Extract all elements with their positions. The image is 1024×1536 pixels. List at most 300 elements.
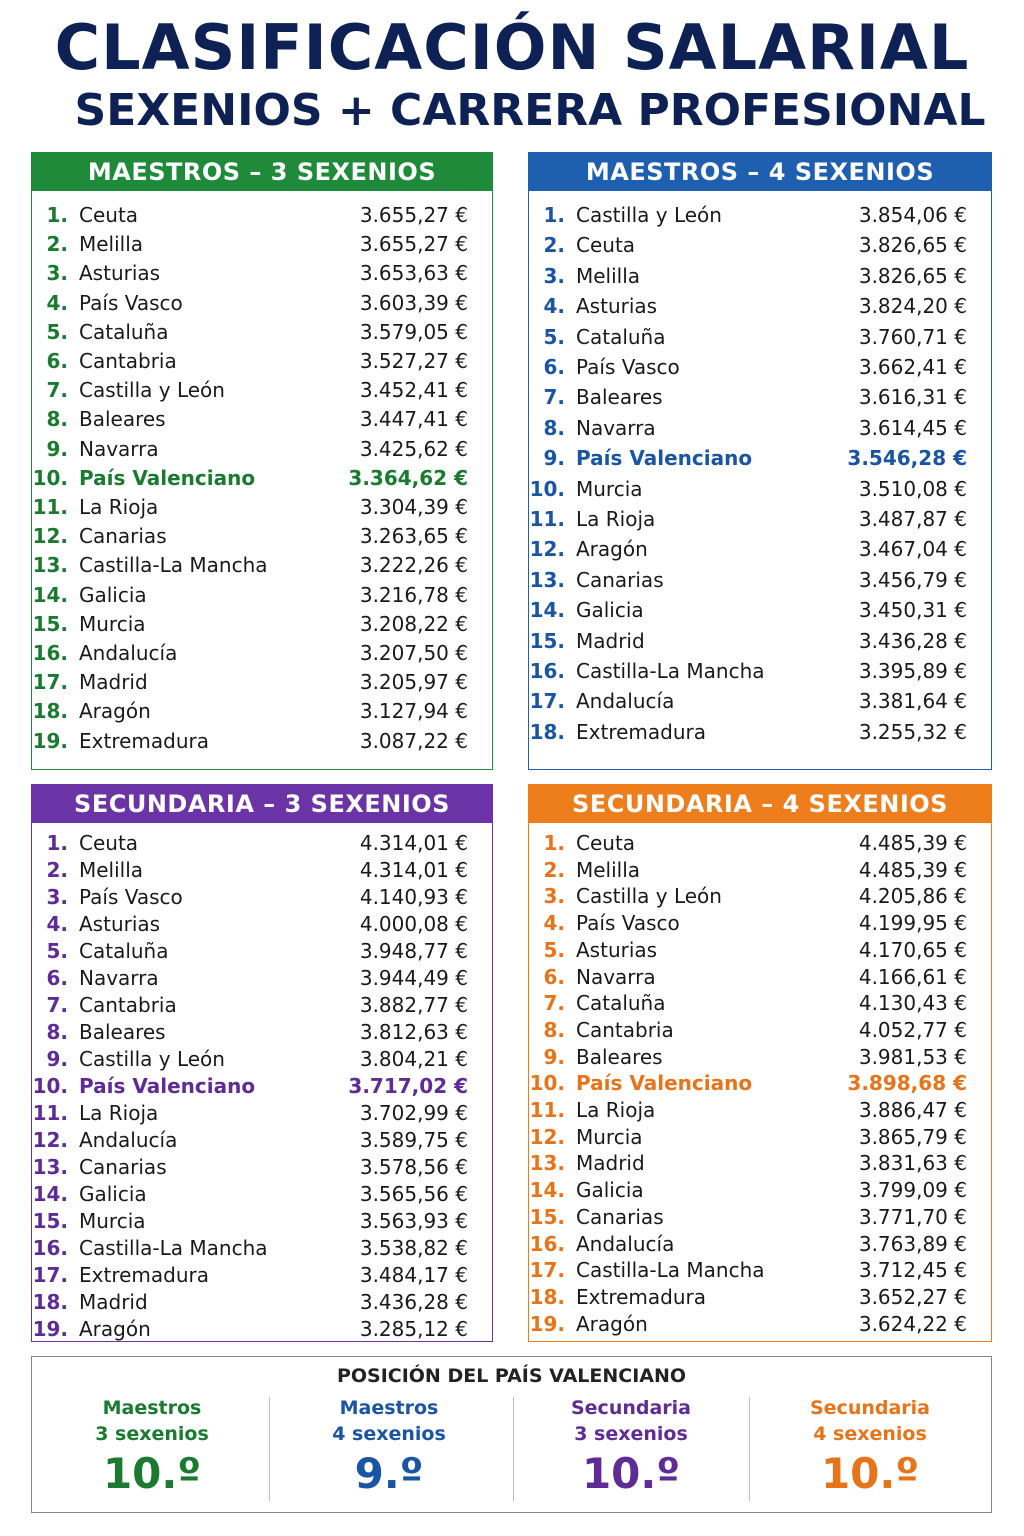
region-name: Canarias <box>576 1204 664 1229</box>
salary-value: 3.207,50 € <box>359 641 468 665</box>
rank-number: 5. <box>46 939 68 963</box>
region-name: Asturias <box>79 912 161 936</box>
region-name: Cataluña <box>576 991 666 1016</box>
rank-number: 9. <box>543 1044 565 1069</box>
rank-number: 15. <box>529 1204 565 1229</box>
rank-number: 14. <box>32 582 68 607</box>
salary-value: 3.364,62 € <box>348 465 468 490</box>
ranking-row <box>32 639 492 667</box>
region-name: Galicia <box>79 582 147 607</box>
region-name: Ceuta <box>79 203 139 227</box>
ranking-row <box>32 668 492 696</box>
salary-value: 3.436,28 € <box>858 628 967 653</box>
ranking-row <box>529 909 991 937</box>
ranking-row <box>32 1180 492 1208</box>
ranking-row <box>529 475 991 503</box>
panel-secundaria-3-sexenios <box>31 784 493 1342</box>
region-name: Andalucía <box>576 1231 675 1256</box>
rank-number: 11. <box>32 495 68 519</box>
summary-position: 10.º <box>581 1449 681 1498</box>
ranking-row <box>529 936 991 964</box>
rank-number: 19. <box>529 1311 565 1336</box>
region-name: Cantabria <box>576 1017 674 1042</box>
region-name: Ceuta <box>79 831 139 855</box>
ranking-row <box>529 566 991 594</box>
ranking-row <box>529 1149 991 1177</box>
ranking-row <box>529 231 991 259</box>
summary-label: Maestros <box>102 1397 202 1419</box>
rank-number: 3. <box>46 885 68 909</box>
region-name: Galicia <box>576 598 644 623</box>
region-name: Murcia <box>576 1124 643 1149</box>
region-name: La Rioja <box>79 1101 159 1125</box>
rank-number: 14. <box>529 1178 565 1203</box>
region-name: Asturias <box>576 294 658 319</box>
rank-number: 18. <box>32 699 68 724</box>
region-name: Melilla <box>79 858 144 882</box>
salary-value: 3.603,39 € <box>359 290 468 315</box>
salary-value: 3.712,45 € <box>858 1258 967 1283</box>
rank-number: 2. <box>46 232 68 257</box>
rank-number: 6. <box>543 355 565 379</box>
region-name: Castilla y León <box>576 203 722 227</box>
salary-value: 3.624,22 € <box>858 1311 967 1336</box>
region-name: Canarias <box>576 567 664 592</box>
salary-value: 3.565,56 € <box>359 1182 468 1206</box>
rank-number: 9. <box>46 436 68 461</box>
ranking-row <box>529 1123 991 1151</box>
rank-number: 6. <box>543 964 565 989</box>
salary-value: 3.865,79 € <box>858 1124 967 1149</box>
ranking-row <box>529 292 991 320</box>
ranking-row <box>529 262 991 290</box>
rank-number: 9. <box>46 1047 68 1071</box>
summary-column-maestros-4 <box>269 1395 509 1501</box>
ranking-row <box>529 1256 991 1284</box>
ranking-row <box>32 829 492 857</box>
summary-sublabel: 3 sexenios <box>574 1423 688 1445</box>
ranking-row <box>32 910 492 938</box>
rank-number: 13. <box>32 1155 68 1179</box>
ranking-row <box>529 596 991 624</box>
salary-value: 3.652,27 € <box>858 1284 967 1309</box>
panel-secundaria-4-sexenios <box>528 784 992 1342</box>
salary-value: 3.717,02 € <box>348 1074 468 1098</box>
rank-number: 6. <box>46 966 68 990</box>
rank-number: 16. <box>32 641 68 665</box>
salary-value: 4.205,86 € <box>858 884 967 909</box>
region-name: Andalucía <box>79 641 178 665</box>
ranking-row <box>32 259 492 287</box>
salary-value: 3.452,41 € <box>359 378 468 403</box>
salary-value: 3.285,12 € <box>359 1317 468 1341</box>
rank-number: 7. <box>46 993 68 1017</box>
ranking-row <box>32 937 492 965</box>
rank-number: 15. <box>32 1209 68 1233</box>
rank-number: 1. <box>543 203 565 227</box>
rank-number: 4. <box>46 912 68 936</box>
rank-number: 5. <box>543 937 565 962</box>
salary-value: 3.304,39 € <box>359 495 468 519</box>
region-name: Cataluña <box>576 324 666 349</box>
region-name: Baleares <box>79 1020 166 1044</box>
salary-value: 3.510,08 € <box>858 476 967 501</box>
ranking-row <box>32 1207 492 1235</box>
region-name: Castilla-La Mancha <box>79 553 268 578</box>
rank-number: 13. <box>529 567 565 592</box>
salary-value: 3.127,94 € <box>359 699 468 724</box>
region-name: La Rioja <box>576 1098 656 1122</box>
salary-value: 3.614,45 € <box>858 415 967 440</box>
page-subtitle: SEXENIOS + CARRERA PROFESIONAL <box>74 85 986 136</box>
rank-number: 4. <box>46 290 68 315</box>
region-name: Aragón <box>79 699 151 724</box>
region-name: Aragón <box>79 1317 151 1341</box>
ranking-row <box>529 535 991 563</box>
rank-number: 16. <box>529 659 565 683</box>
panel-heading: MAESTROS – 4 SEXENIOS <box>529 153 991 191</box>
summary-label: Secundaria <box>570 1397 691 1419</box>
salary-value: 3.563,93 € <box>359 1209 468 1233</box>
ranking-row <box>529 687 991 715</box>
salary-value: 3.447,41 € <box>359 407 468 432</box>
rank-number: 1. <box>46 831 68 855</box>
summary-box <box>31 1356 992 1513</box>
ranking-row <box>32 1261 492 1289</box>
salary-value: 3.826,65 € <box>858 263 967 288</box>
salary-value: 4.199,95 € <box>858 911 967 936</box>
ranking-row <box>529 383 991 411</box>
rank-number: 1. <box>46 203 68 227</box>
salary-value: 4.130,43 € <box>858 991 967 1016</box>
salary-value: 3.546,28 € <box>847 446 967 471</box>
ranking-row <box>32 1018 492 1046</box>
region-name: Galicia <box>576 1178 644 1203</box>
panel-heading: SECUNDARIA – 3 SEXENIOS <box>32 785 492 823</box>
region-name: Castilla y León <box>79 1047 225 1071</box>
ranking-row <box>32 883 492 911</box>
rank-number: 17. <box>529 689 565 714</box>
summary-title: POSICIÓN DEL PAÍS VALENCIANO <box>336 1365 687 1387</box>
region-name: Cantabria <box>79 349 177 373</box>
ranking-row <box>529 1230 991 1258</box>
salary-value: 3.395,89 € <box>858 659 967 683</box>
ranking-row <box>529 444 991 472</box>
ranking-row <box>529 1176 991 1204</box>
rank-number: 8. <box>543 415 565 440</box>
salary-value: 3.425,62 € <box>359 436 468 461</box>
rank-number: 2. <box>543 233 565 258</box>
salary-value: 3.662,41 € <box>858 355 967 379</box>
panel-heading: SECUNDARIA – 4 SEXENIOS <box>529 785 991 823</box>
ranking-row <box>32 435 492 463</box>
region-name: Melilla <box>79 232 144 257</box>
salary-value: 4.314,01 € <box>359 831 468 855</box>
salary-value: 3.655,27 € <box>359 232 468 257</box>
region-name: La Rioja <box>576 507 656 531</box>
ranking-row <box>32 581 492 609</box>
rank-number: 5. <box>46 319 68 344</box>
rank-number: 13. <box>32 553 68 578</box>
rank-number: 8. <box>46 407 68 432</box>
rank-number: 9. <box>543 446 565 471</box>
ranking-row <box>32 464 492 492</box>
ranking-row <box>32 493 492 521</box>
summary-label: Secundaria <box>809 1397 930 1419</box>
salary-value: 3.222,26 € <box>359 553 468 578</box>
region-name: Extremadura <box>576 719 706 744</box>
rank-number: 12. <box>32 1128 68 1152</box>
ranking-row <box>32 991 492 1019</box>
salary-value: 3.981,53 € <box>858 1044 967 1069</box>
ranking-row <box>32 318 492 346</box>
region-name: País Valenciano <box>79 1074 256 1098</box>
region-name: Navarra <box>79 966 159 990</box>
rank-number: 14. <box>529 598 565 623</box>
summary-position: 10.º <box>102 1449 202 1498</box>
salary-value: 3.831,63 € <box>858 1151 967 1176</box>
rank-number: 17. <box>529 1258 565 1283</box>
ranking-row <box>529 856 991 884</box>
salary-value: 3.804,21 € <box>359 1047 468 1071</box>
rank-number: 3. <box>543 884 565 909</box>
salary-value: 3.205,97 € <box>359 670 468 695</box>
summary-column-maestros-3 <box>32 1395 272 1501</box>
salary-value: 3.655,27 € <box>359 203 468 227</box>
salary-value: 3.538,82 € <box>359 1236 468 1260</box>
salary-value: 3.944,49 € <box>359 966 468 990</box>
salary-value: 4.140,93 € <box>359 885 468 909</box>
summary-column-secundaria-3 <box>511 1395 751 1501</box>
ranking-row <box>32 1045 492 1073</box>
region-name: Baleares <box>576 1044 663 1069</box>
salary-value: 3.854,06 € <box>858 203 967 227</box>
region-name: Melilla <box>576 263 641 288</box>
region-name: Extremadura <box>79 1263 209 1287</box>
region-name: País Vasco <box>576 911 680 936</box>
ranking-row <box>529 323 991 351</box>
region-name: Ceuta <box>576 831 636 855</box>
ranking-row <box>529 414 991 442</box>
region-name: Melilla <box>576 857 641 882</box>
panel-heading: MAESTROS – 3 SEXENIOS <box>32 153 492 191</box>
rank-number: 18. <box>32 1290 68 1314</box>
region-name: País Valenciano <box>576 446 753 471</box>
rank-number: 12. <box>529 537 565 562</box>
rank-number: 11. <box>529 507 565 531</box>
region-name: Castilla-La Mancha <box>576 659 765 683</box>
salary-value: 3.763,89 € <box>858 1231 967 1256</box>
salary-value: 3.886,47 € <box>858 1098 967 1122</box>
panel-maestros-3-sexenios <box>31 152 493 770</box>
region-name: País Valenciano <box>79 465 256 490</box>
rank-number: 15. <box>529 628 565 653</box>
salary-value: 3.702,99 € <box>359 1101 468 1125</box>
rank-number: 11. <box>32 1101 68 1125</box>
rank-number: 8. <box>46 1020 68 1044</box>
ranking-row <box>32 347 492 375</box>
salary-value: 3.467,04 € <box>858 537 967 562</box>
region-name: Navarra <box>79 436 159 461</box>
region-name: Cataluña <box>79 939 169 963</box>
region-name: Asturias <box>576 937 658 962</box>
region-name: Madrid <box>576 1151 645 1176</box>
salary-value: 3.436,28 € <box>359 1290 468 1314</box>
rank-number: 14. <box>32 1182 68 1206</box>
region-name: Murcia <box>576 476 643 501</box>
ranking-row <box>529 1069 991 1097</box>
region-name: Cataluña <box>79 319 169 344</box>
ranking-row <box>529 989 991 1017</box>
ranking-row <box>529 1310 991 1338</box>
salary-value: 4.314,01 € <box>359 858 468 882</box>
ranking-row <box>32 289 492 317</box>
rank-number: 6. <box>46 349 68 373</box>
ranking-row <box>32 1072 492 1100</box>
summary-position: 9.º <box>354 1449 424 1498</box>
rank-number: 17. <box>32 670 68 695</box>
rank-number: 16. <box>529 1231 565 1256</box>
region-name: Castilla-La Mancha <box>79 1236 268 1260</box>
summary-sublabel: 4 sexenios <box>813 1423 927 1445</box>
region-name: Canarias <box>79 524 167 549</box>
rank-number: 10. <box>529 476 565 501</box>
region-name: Cantabria <box>79 993 177 1017</box>
summary-label: Maestros <box>339 1397 439 1419</box>
ranking-row <box>32 856 492 884</box>
summary-position: 10.º <box>820 1449 920 1498</box>
rank-number: 1. <box>543 831 565 855</box>
region-name: Baleares <box>576 385 663 410</box>
salary-value: 4.485,39 € <box>858 831 967 855</box>
rank-number: 10. <box>529 1071 565 1096</box>
ranking-row <box>529 657 991 685</box>
rank-number: 10. <box>32 1074 68 1098</box>
region-name: La Rioja <box>79 495 159 519</box>
ranking-row <box>32 376 492 404</box>
ranking-row <box>32 522 492 550</box>
salary-value: 3.578,56 € <box>359 1155 468 1179</box>
salary-value: 3.882,77 € <box>359 993 468 1017</box>
region-name: Baleares <box>79 407 166 432</box>
ranking-row <box>32 405 492 433</box>
region-name: Galicia <box>79 1182 147 1206</box>
rank-number: 5. <box>543 324 565 349</box>
rank-number: 3. <box>543 263 565 288</box>
ranking-row <box>32 1126 492 1154</box>
salary-value: 3.799,09 € <box>858 1178 967 1203</box>
rank-number: 4. <box>543 294 565 319</box>
ranking-row <box>529 1043 991 1071</box>
ranking-row <box>529 882 991 910</box>
salary-value: 3.771,70 € <box>858 1204 967 1229</box>
ranking-row <box>529 718 991 746</box>
salary-value: 3.487,87 € <box>858 507 967 531</box>
region-name: Castilla y León <box>576 884 722 909</box>
salary-value: 3.824,20 € <box>858 294 967 319</box>
region-name: Murcia <box>79 1209 146 1233</box>
region-name: Murcia <box>79 611 146 636</box>
ranking-row <box>32 727 492 755</box>
rank-number: 7. <box>543 385 565 410</box>
salary-value: 3.255,32 € <box>858 719 967 744</box>
salary-value: 3.898,68 € <box>847 1071 967 1096</box>
ranking-row <box>32 1234 492 1262</box>
region-name: Castilla y León <box>79 378 225 403</box>
summary-sublabel: 4 sexenios <box>332 1423 446 1445</box>
region-name: País Vasco <box>79 290 183 315</box>
ranking-row <box>32 201 492 229</box>
rank-number: 12. <box>529 1124 565 1149</box>
rank-number: 10. <box>32 465 68 490</box>
region-name: Andalucía <box>79 1128 178 1152</box>
region-name: Andalucía <box>576 689 675 714</box>
rank-number: 18. <box>529 719 565 744</box>
region-name: Aragón <box>576 1311 648 1336</box>
ranking-row <box>529 963 991 991</box>
ranking-row <box>529 1203 991 1231</box>
page-title: CLASIFICACIÓN SALARIAL <box>54 11 970 84</box>
region-name: Madrid <box>79 1290 148 1314</box>
region-name: Madrid <box>79 670 148 695</box>
ranking-row <box>529 353 991 381</box>
salary-value: 3.579,05 € <box>359 319 468 344</box>
region-name: País Valenciano <box>576 1071 753 1096</box>
region-name: Ceuta <box>576 233 636 258</box>
salary-value: 3.456,79 € <box>858 567 967 592</box>
salary-value: 3.812,63 € <box>359 1020 468 1044</box>
region-name: Extremadura <box>576 1284 706 1309</box>
summary-sublabel: 3 sexenios <box>95 1423 209 1445</box>
rank-number: 8. <box>543 1017 565 1042</box>
rank-number: 7. <box>543 991 565 1016</box>
ranking-row <box>32 610 492 638</box>
rank-number: 19. <box>32 728 68 753</box>
ranking-row <box>32 1288 492 1316</box>
ranking-row <box>529 829 991 857</box>
ranking-row <box>32 1099 492 1127</box>
ranking-row <box>32 1153 492 1181</box>
rank-number: 18. <box>529 1284 565 1309</box>
salary-value: 4.052,77 € <box>858 1017 967 1042</box>
region-name: Canarias <box>79 1155 167 1179</box>
salary-value: 3.527,27 € <box>359 349 468 373</box>
ranking-row <box>529 505 991 533</box>
region-name: Navarra <box>576 415 656 440</box>
ranking-row <box>529 627 991 655</box>
region-name: Asturias <box>79 261 161 286</box>
ranking-row <box>32 964 492 992</box>
summary-column-secundaria-4 <box>750 1395 990 1501</box>
ranking-row <box>529 1096 991 1124</box>
salary-value: 3.826,65 € <box>858 233 967 258</box>
salary-value: 3.087,22 € <box>359 728 468 753</box>
ranking-row <box>32 1315 492 1343</box>
salary-value: 3.450,31 € <box>858 598 967 623</box>
ranking-row <box>32 551 492 579</box>
ranking-row <box>32 697 492 725</box>
salary-value: 3.948,77 € <box>359 939 468 963</box>
region-name: Aragón <box>576 537 648 562</box>
rank-number: 12. <box>32 524 68 549</box>
rank-number: 16. <box>32 1236 68 1260</box>
salary-value: 4.166,61 € <box>858 964 967 989</box>
rank-number: 2. <box>543 857 565 882</box>
salary-value: 3.381,64 € <box>858 689 967 714</box>
salary-value: 3.216,78 € <box>359 582 468 607</box>
region-name: País Vasco <box>576 355 680 379</box>
salary-value: 4.485,39 € <box>858 857 967 882</box>
